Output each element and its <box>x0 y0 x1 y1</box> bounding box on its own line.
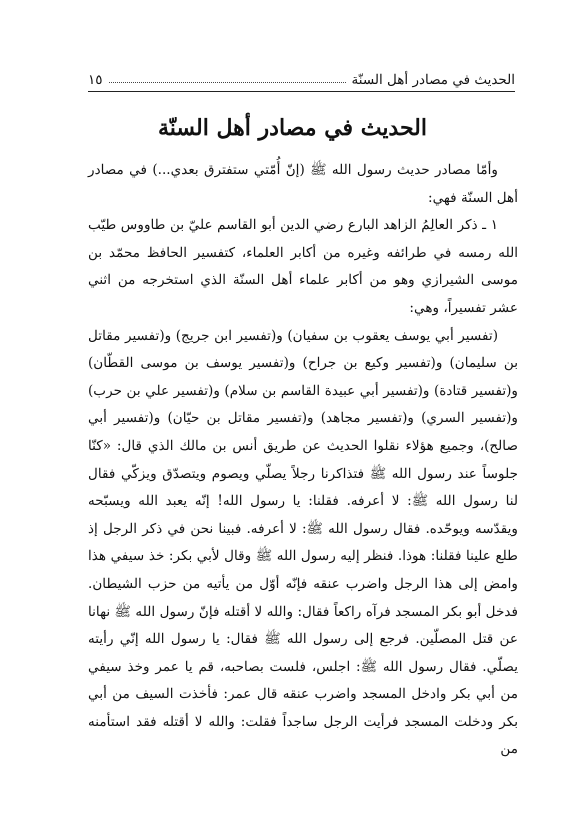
body-text <box>88 157 518 764</box>
running-title: الحديث في مصادر أهل السنّة <box>351 72 515 88</box>
header-rule <box>88 91 515 92</box>
page-number: ١٥ <box>88 72 103 88</box>
header-leader-dots <box>109 82 346 83</box>
paragraph-intro: وأمّا مصادر حديث رسول الله ﷺ (إنّ أُمّتي ستفترق بعدي...) في مصادر أهل السنّة فهي: <box>88 162 518 206</box>
paragraph-source-1: ١ ـ ذكر العالِمُ الزاهد البارع رضي الدين أبو القاسم عليّ بن طاووس طيّب الله رمسه في طرائفه وغيره من أكابر العلماء، كتفسير الحافظ محمّد بن موسى الشيرازي وهو من أكابر علماء أهل السنّة الذي استخرجه من اثني عشر تفسيراً، وهي: <box>88 217 518 316</box>
section-title: الحديث في مصادر أهل السنّة <box>157 115 428 141</box>
paragraph-tafsir-list: (تفسير أبي يوسف يعقوب بن سفيان) و(تفسير ابن جريج) و(تفسير مقاتل بن سليمان) و(تفسير وكيع بن جراح) و(تفسير يوسف بن موسى القطّان) و(تفسير قتادة) و(تفسير أبي عبيدة القاسم بن سلام) و(تفسير علي بن حرب) و(تفسير السري) و(تفسير مجاهد) و(تفسير مقاتل بن حيّان) و(تفسير أبي صالح)، وجميع هؤلاء نقلوا الحديث عن طريق أنس بن مالك الذي قال: «كنّا جلوساً عند رسول الله ﷺ فتذاكرنا رجلاً يصلّي ويصوم ويتصدّق ويزكّي فقال لنا رسول الله ﷺ: لا أعرفه. فقلنا: يا رسول الله! إنّه يعبد الله ويسبّحه ويقدّسه ويوحّده. فقال رسول الله ﷺ: لا أعرفه. فبينا نحن في ذكر الرجل إذ طلع علينا فقلنا: هوذا. فنظر إليه رسول الله ﷺ وقال لأبي بكر: خذ سيفي هذا وامض إلى هذا الرجل واضرب عنقه فإنّه أوّل من يأتيه من حزب الشيطان. فدخل أبو بكر المسجد فرآه راكعاً فقال: والله لا أقتله فإنّ رسول الله ﷺ نهانا عن قتل المصلّين. فرجع إلى رسول الله ﷺ فقال: يا رسول الله إنّي رأيته يصلّي. فقال رسول الله ﷺ: اجلس، فلست بصاحبه، قم يا عمر وخذ سيفي من أبي بكر وادخل المسجد واضرب عنقه قال عمر: فأخذت السيف من أبي بكر ودخلت المسجد فرأيت الرجل ساجداً فقلت: والله لا أقتله فقد استأمنه من <box>88 327 518 758</box>
running-header <box>88 66 515 88</box>
